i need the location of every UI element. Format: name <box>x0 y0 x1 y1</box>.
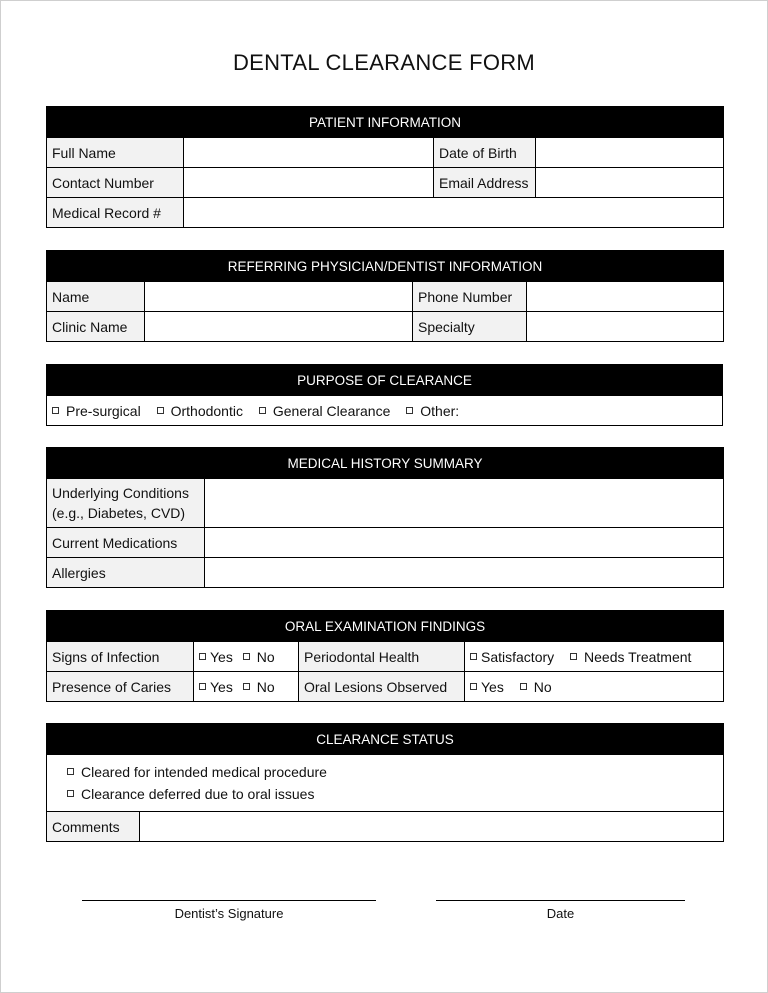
presence-of-caries-label: Presence of Caries <box>47 672 194 702</box>
checkbox-icon <box>470 653 477 660</box>
phone-number-label: Phone Number <box>413 282 527 312</box>
referring-physician-header: REFERRING PHYSICIAN/DENTIST INFORMATION <box>47 251 724 282</box>
medical-record-label: Medical Record # <box>47 198 184 228</box>
purpose-option-general-clearance[interactable]: General Clearance <box>259 403 391 419</box>
clinic-name-label: Clinic Name <box>47 312 145 342</box>
checkbox-icon <box>470 683 477 690</box>
checkbox-icon <box>520 683 527 690</box>
comments-field[interactable] <box>140 812 724 842</box>
referring-physician-section <box>46 250 724 342</box>
contact-number-label: Contact Number <box>47 168 184 198</box>
checkbox-icon <box>67 790 74 797</box>
periodontal-satisfactory-option[interactable]: Satisfactory <box>470 649 554 665</box>
medical-history-section <box>46 447 724 588</box>
full-name-label: Full Name <box>47 138 184 168</box>
checkbox-icon <box>67 768 74 775</box>
checkbox-icon <box>259 407 266 414</box>
checkbox-icon <box>199 683 206 690</box>
presence-of-caries-options <box>194 672 299 702</box>
purpose-option-pre-surgical[interactable]: Pre-surgical <box>52 403 141 419</box>
date-label: Date <box>546 906 575 921</box>
clinic-name-field[interactable] <box>145 312 413 342</box>
date-line[interactable] <box>436 900 685 901</box>
allergies-label: Allergies <box>47 558 205 588</box>
purpose-of-clearance-header: PURPOSE OF CLEARANCE <box>47 365 723 396</box>
caries-no-option[interactable]: No <box>243 679 275 695</box>
physician-name-label: Name <box>47 282 145 312</box>
checkbox-icon <box>52 407 59 414</box>
phone-number-field[interactable] <box>527 282 724 312</box>
periodontal-health-options <box>465 642 724 672</box>
page-title: DENTAL CLEARANCE FORM <box>232 50 536 75</box>
comments-label: Comments <box>47 812 140 842</box>
deferred-option[interactable]: Clearance deferred due to oral issues <box>67 783 723 805</box>
dentist-signature-line[interactable] <box>82 900 376 901</box>
email-address-field[interactable] <box>536 168 724 198</box>
periodontal-needs-treatment-option[interactable]: Needs Treatment <box>570 649 691 665</box>
oral-examination-header: ORAL EXAMINATION FINDINGS <box>47 611 724 642</box>
checkbox-icon <box>243 683 250 690</box>
purpose-option-other[interactable]: Other: <box>406 403 459 419</box>
current-medications-field[interactable] <box>205 528 724 558</box>
medical-record-field[interactable] <box>184 198 724 228</box>
specialty-label: Specialty <box>413 312 527 342</box>
lesions-yes-option[interactable]: Yes <box>470 679 504 695</box>
underlying-conditions-label: Underlying Conditions (e.g., Diabetes, CVD) <box>47 479 205 528</box>
purpose-options <box>47 396 723 426</box>
checkbox-icon <box>570 653 577 660</box>
checkbox-icon <box>157 407 164 414</box>
signs-of-infection-options <box>194 642 299 672</box>
specialty-field[interactable] <box>527 312 724 342</box>
clearance-status-section <box>46 723 724 842</box>
oral-lesions-label: Oral Lesions Observed <box>299 672 465 702</box>
allergies-field[interactable] <box>205 558 724 588</box>
contact-number-field[interactable] <box>184 168 434 198</box>
date-of-birth-label: Date of Birth <box>434 138 536 168</box>
infection-no-option[interactable]: No <box>243 649 275 665</box>
signs-of-infection-label: Signs of Infection <box>47 642 194 672</box>
oral-lesions-options <box>465 672 724 702</box>
periodontal-health-label: Periodontal Health <box>299 642 465 672</box>
full-name-field[interactable] <box>184 138 434 168</box>
caries-yes-option[interactable]: Yes <box>199 679 233 695</box>
infection-yes-option[interactable]: Yes <box>199 649 233 665</box>
patient-information-section <box>46 106 724 228</box>
clearance-status-options <box>47 755 724 812</box>
current-medications-label: Current Medications <box>47 528 205 558</box>
purpose-of-clearance-section <box>46 364 723 426</box>
oral-examination-section <box>46 610 724 702</box>
cleared-option[interactable]: Cleared for intended medical procedure <box>67 761 723 783</box>
checkbox-icon <box>406 407 413 414</box>
purpose-option-orthodontic[interactable]: Orthodontic <box>157 403 243 419</box>
physician-name-field[interactable] <box>145 282 413 312</box>
lesions-no-option[interactable]: No <box>520 679 552 695</box>
dentist-signature-label: Dentist’s Signature <box>174 906 284 921</box>
underlying-conditions-field[interactable] <box>205 479 724 528</box>
checkbox-icon <box>199 653 206 660</box>
medical-history-header: MEDICAL HISTORY SUMMARY <box>47 448 724 479</box>
clearance-status-header: CLEARANCE STATUS <box>47 724 724 755</box>
checkbox-icon <box>243 653 250 660</box>
patient-information-header: PATIENT INFORMATION <box>47 107 724 138</box>
date-of-birth-field[interactable] <box>536 138 724 168</box>
email-address-label: Email Address <box>434 168 536 198</box>
